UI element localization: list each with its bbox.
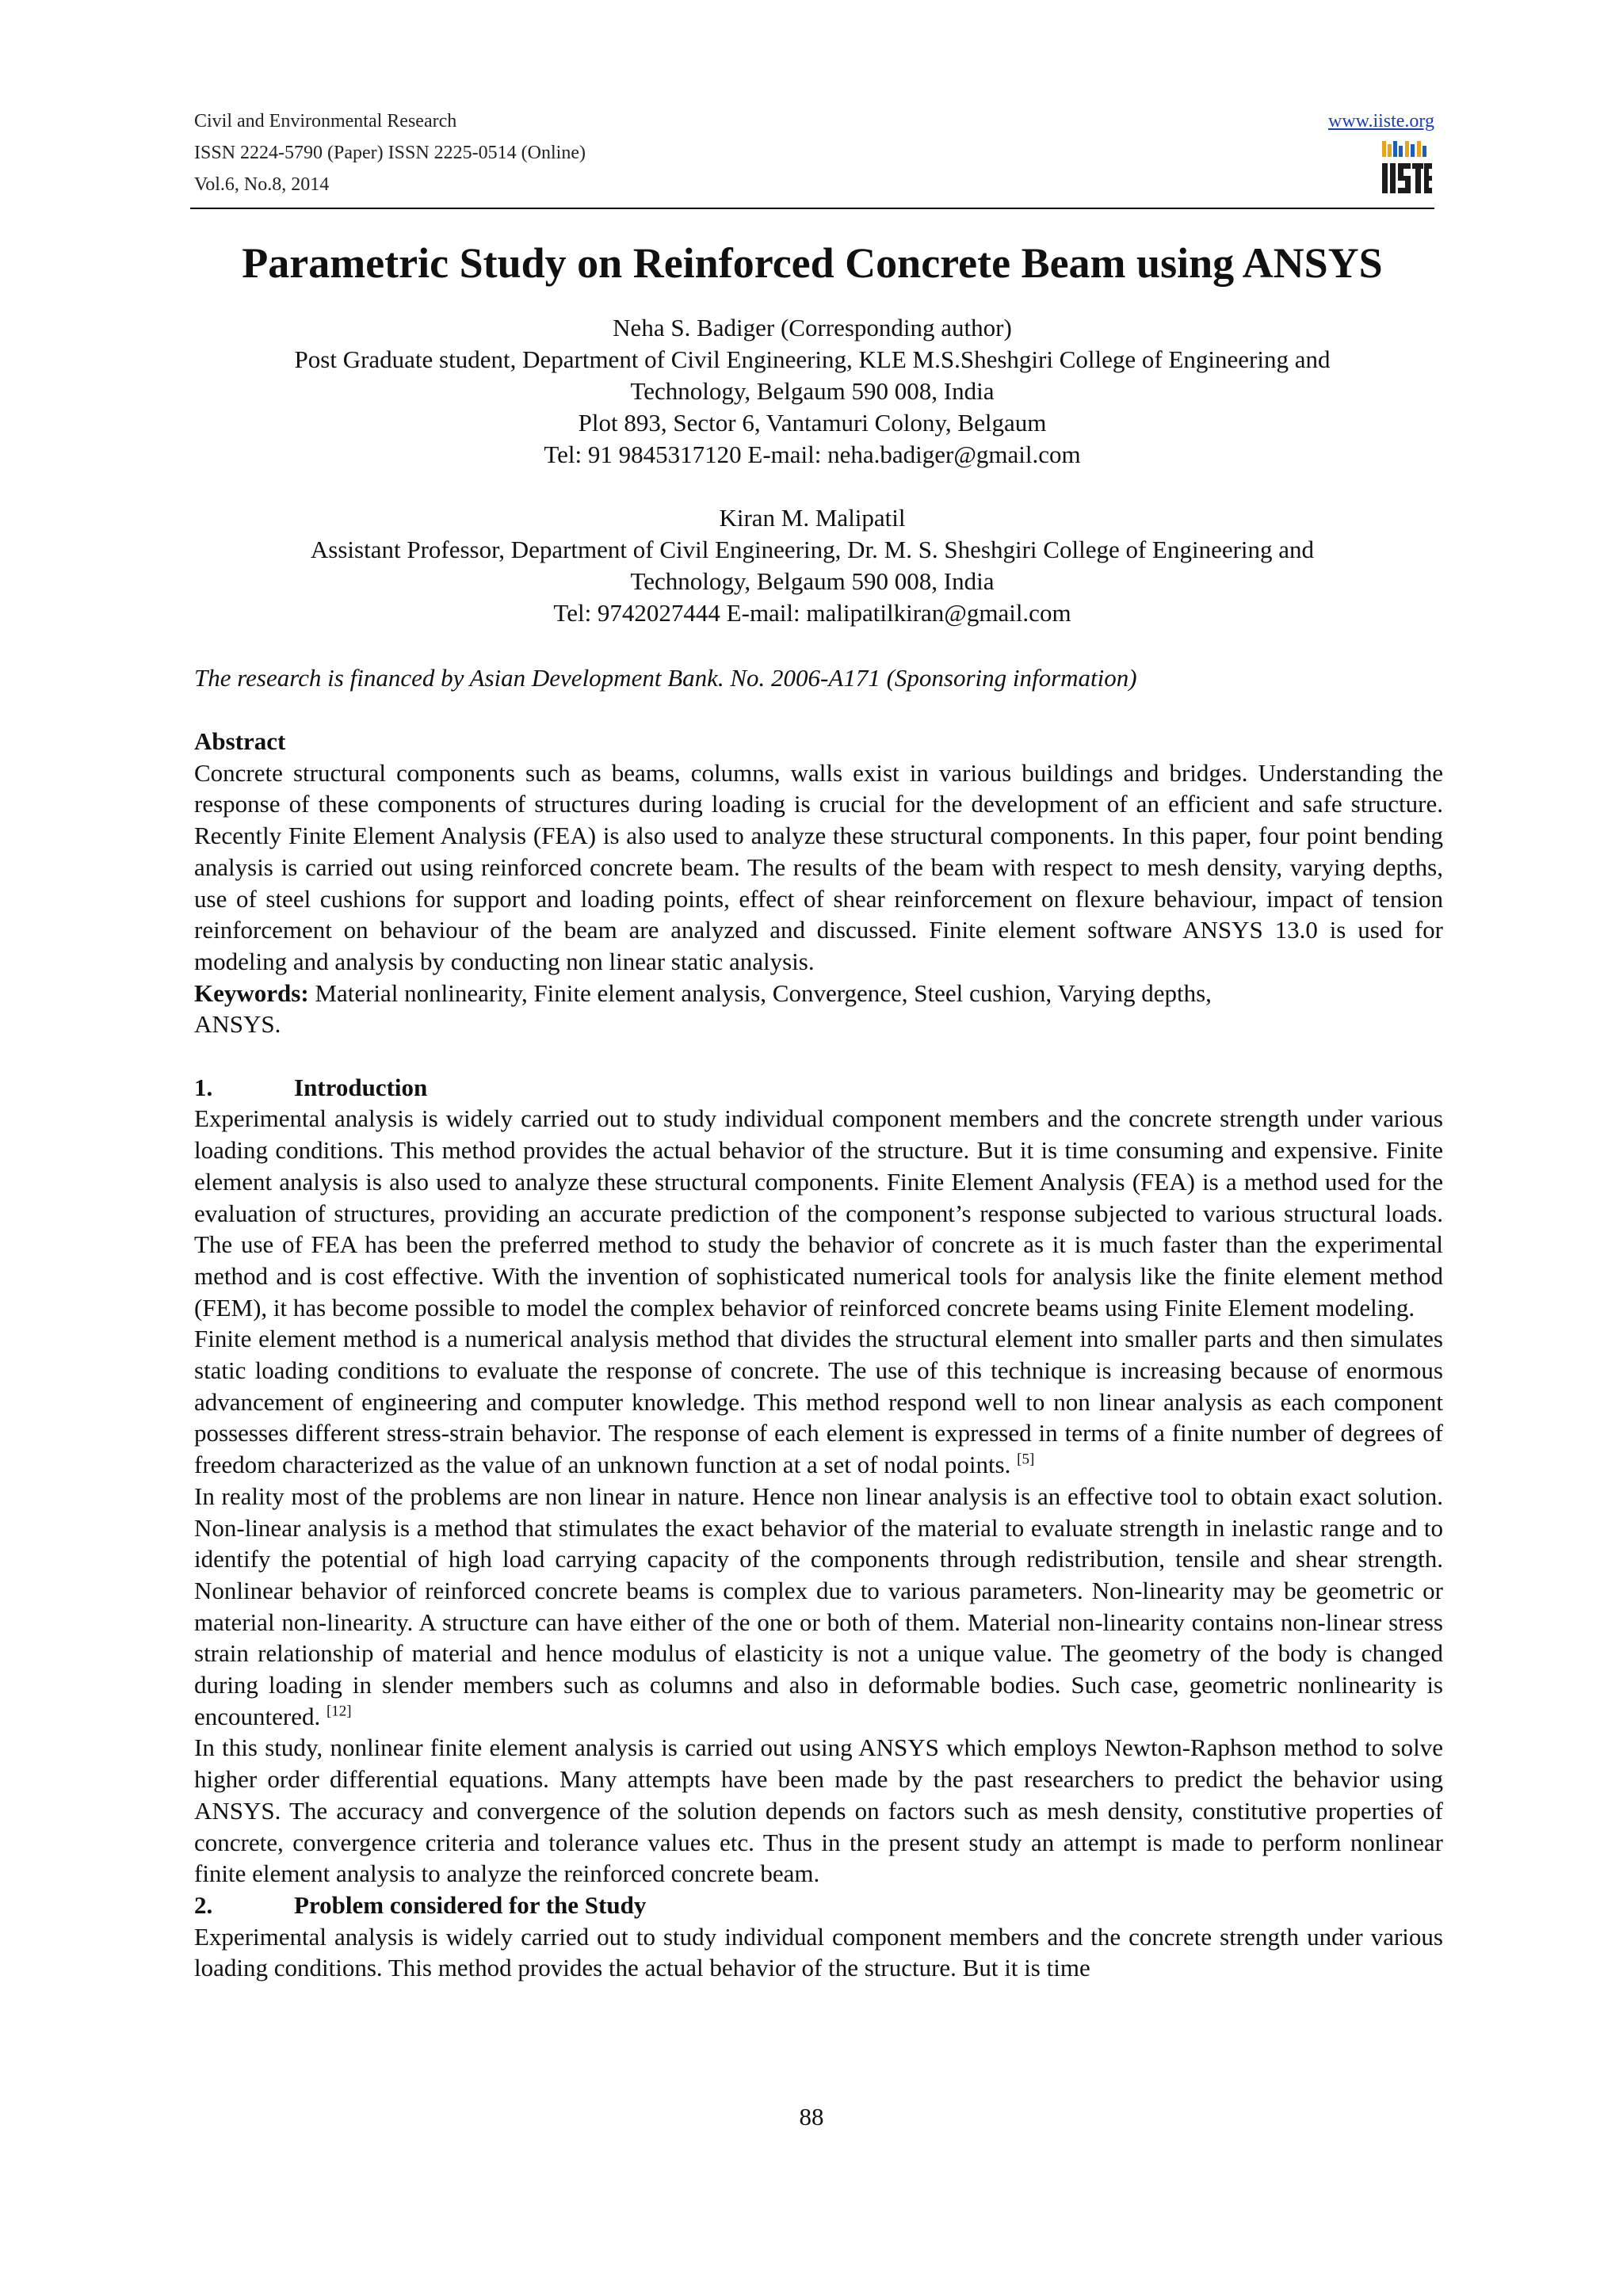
journal-name: Civil and Environmental Research: [194, 111, 457, 132]
section-heading: [194, 1890, 1443, 1921]
citation-ref: [5]: [1017, 1451, 1035, 1468]
keywords-text: Material nonlinearity, Finite element analysis, Convergence, Steel cushion, Varying depths,: [315, 978, 1212, 1007]
keywords-text: ANSYS.: [194, 1010, 281, 1039]
funding-note: The research is financed by Asian Development Bank. No. 2006-A171 (Sponsoring information): [194, 664, 1137, 692]
paper-title: Parametric Study on Reinforced Concrete Beam using ANSYS: [242, 239, 1383, 287]
author-block: [190, 312, 1434, 629]
section-title: Introduction: [294, 1073, 428, 1101]
author-affiliation: Post Graduate student, Department of Civil Engineering, KLE M.S.Sheshgiri College of Engineering and: [294, 345, 1331, 373]
author-contact: Tel: 91 9845317120 E-mail: neha.badiger@gmail.com: [544, 441, 1081, 468]
paragraph: In reality most of the problems are non linear in nature. Hence non linear analysis is an effective tool to obtain exact solution. Non-linear analysis is a method that stimulates the exact behavior of the material to evaluate strength in inelastic range and to identify the potential of high load carrying capacity of the components through redistribution, tensile and shear strength. Nonlinear behavior of reinforced concrete beams is complex due to various parameters. Non-linearity may be geometric or material non-linearity. A structure can have either of the one or both of them. Material non-linearity contains non-linear stress strain relationship of material and hence modulus of elasticity is not a unique value. The geometry of the body is changed during loading in slender members such as columns and also in deformable bodies. Such case, geometric nonlinearity is encountered. [12]: [194, 1482, 1443, 1730]
paragraph: Experimental analysis is widely carried out to study individual component members and the concrete strength under various loading conditions. This method provides the actual behavior of the structure. But it is time: [194, 1922, 1443, 1982]
author-address: Plot 893, Sector 6, Vantamuri Colony, Belgaum: [578, 409, 1047, 437]
header-divider: [190, 208, 1434, 209]
citation-ref: [12]: [326, 1703, 352, 1720]
iiste-logo: [1379, 139, 1433, 196]
journal-volume: Vol.6, No.8, 2014: [194, 174, 330, 195]
paper-body: [194, 726, 1443, 1984]
section-number: 2.: [194, 1891, 213, 1919]
section-heading: [194, 1072, 1443, 1104]
author-affiliation: Technology, Belgaum 590 008, India: [630, 567, 995, 595]
abstract-text: Concrete structural components such as beams, columns, walls exist in various buildings and bridges. Understanding the response of these components of structures during loading is crucial for the development of an efficient and safe structure. Recently Finite Element Analysis (FEA) is also used to analyze these structural components. In this paper, four point bending analysis is carried out using reinforced concrete beam. The results of the beam with respect to mesh density, varying depths, use of steel cushions for support and loading points, effect of shear reinforcement on flexure behaviour, impact of tension reinforcement on behaviour of the beam are analyzed and discussed. Finite element software ANSYS 13.0 is used for modeling and analysis by conducting non linear static analysis.: [194, 758, 1443, 975]
page-number: 88: [799, 2103, 824, 2130]
paragraph: Finite element method is a numerical analysis method that divides the structural element into smaller parts and then simulates static loading conditions to evaluate the response of concrete. The use of this technique is increasing because of enormous advancement of engineering and computer knowledge. This method respond well to non linear analysis as each component possesses different stress-strain behavior. The response of each element is expressed in terms of a finite number of degrees of freedom characterized as the value of an unknown function at a set of nodal points. [5]: [194, 1325, 1443, 1479]
author-affiliation: Assistant Professor, Department of Civil Engineering, Dr. M. S. Sheshgiri College of Engineering and: [310, 536, 1315, 563]
keywords: [194, 978, 1443, 1040]
paragraph: Experimental analysis is widely carried out to study individual component members and the concrete strength under various loading conditions. This method provides the actual behavior of the structure. But it is time consuming and expensive. Finite element analysis is also used to analyze these structural components. Finite Element Analysis (FEA) is a method used for the evaluation of structures, providing an accurate prediction of the component’s response subjected to various structural loads. The use of FEA has been the preferred method to study the behavior of concrete as it is much faster than the experimental method and is cost effective. With the invention of sophisticated numerical tools for analysis like the finite element method (FEM), it has become possible to model the complex behavior of reinforced concrete beams using Finite Element modeling.: [194, 1104, 1443, 1322]
keywords-label: Keywords:: [194, 978, 309, 1007]
paragraph: In this study, nonlinear finite element analysis is carried out using ANSYS which employs Newton-Raphson method to solve higher order differential equations. Many attempts have been made by the past researchers to predict the behavior using ANSYS. The accuracy and convergence of the solution depends on factors such as mesh density, constitutive properties of concrete, convergence criteria and tolerance values etc. Thus in the present study an attempt is made to perform nonlinear finite element analysis to analyze the reinforced concrete beam.: [194, 1733, 1443, 1888]
author-name: Kiran M. Malipatil: [719, 504, 906, 532]
author-name: Neha S. Badiger (Corresponding author): [613, 314, 1012, 341]
journal-url-link[interactable]: www.iiste.org: [1328, 111, 1434, 132]
author-contact: Tel: 9742027444 E-mail: malipatilkiran@gmail.com: [553, 599, 1071, 627]
section-title: Problem considered for the Study: [294, 1891, 647, 1919]
abstract-heading: Abstract: [194, 727, 286, 755]
journal-issn: ISSN 2224-5790 (Paper) ISSN 2225-0514 (Online): [194, 143, 586, 163]
author-affiliation: Technology, Belgaum 590 008, India: [630, 377, 995, 405]
section-number: 1.: [194, 1073, 213, 1101]
journal-header: [194, 105, 586, 200]
